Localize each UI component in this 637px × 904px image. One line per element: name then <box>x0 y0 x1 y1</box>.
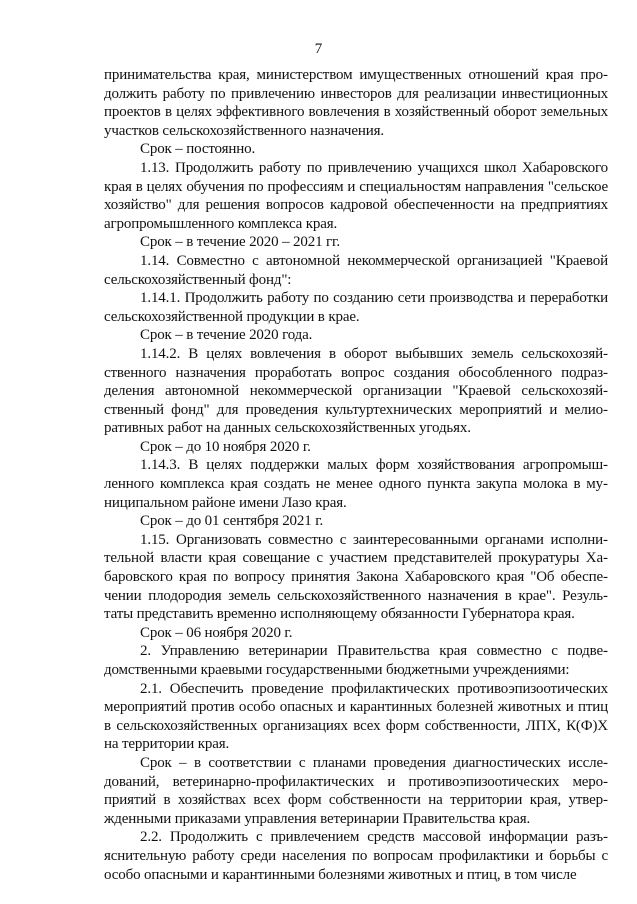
deadline-paragraph: Срок – в течение 2020 – 2021 гг. <box>140 234 340 251</box>
paragraph: 1.14.1. Продолжить работу по созданию сети производства и переработки сельскохозяйственной продукции в крае. <box>104 290 608 325</box>
paragraph: 1.13. Продолжить работу по привлечению учащихся школ Хабаровского края в целях обучения по профессиям и специальностям направления "сельское хозяйство" для решения вопросов кадровой обеспеченности на предприятиях агропромышленного комплекса края. <box>104 159 608 232</box>
deadline-paragraph: Срок – 06 ноября 2020 г. <box>140 624 293 641</box>
deadline-paragraph: Срок – до 10 ноября 2020 г. <box>140 438 311 455</box>
paragraph: 1.15. Организовать совместно с заинтересованными органами исполнительной власти края совещание с участием представителей прокуратуры Хабаровского края по вопросу принятия Закона Хабаровского края "Об обеспечении плодородия земель сельскохозяйственного назначения в крае". Результаты представить временно исполняющему обязанности Губернатора края. <box>104 531 608 623</box>
deadline-paragraph: Срок – в соответствии с планами проведения диагностических исследований, ветеринарно-профилактических и противоэпизоотических мероприятий в хозяйствах всех форм собственности на территории края, утвержденными приказами управления ветеринарии Правительства края. <box>104 754 608 827</box>
paragraph: 2. Управлению ветеринарии Правительства края совместно с подведомственными краевыми государственными бюджетными учреждениями: <box>104 643 608 678</box>
paragraph: 2.2. Продолжить с привлечением средств массовой информации разъяснительную работу среди населения по вопросам профилактики и борьбы с особо опасными и карантинными болезнями животных и птиц, в том числе <box>104 829 608 883</box>
page-number: 7 <box>314 41 323 57</box>
paragraph: 1.14. Совместно с автономной некоммерческой организацией "Краевой сельскохозяйственный фонд": <box>104 252 608 288</box>
deadline-paragraph: Срок – в течение 2020 года. <box>140 327 313 344</box>
deadline-paragraph: Срок – до 01 сентября 2021 г. <box>140 513 324 530</box>
paragraph: 1.14.2. В целях вовлечения в оборот выбывших земель сельскохозяйственного назначения проработать вопрос создания обособленного подразделения автономной некоммерческой организации "Краевой сельскохозяйственный фонд" для проведения культуртехнических мероприятий и мелиоративных работ на данных сельскохозяйственных угодьях. <box>104 345 608 437</box>
paragraph: принимательства края, министерством имущественных отношений края продолжить работу по привлечению инвесторов для реализации инвестиционных проектов в целях эффективного вовлечения в хозяйственный оборот земельных участков сельскохозяйственного назначения. <box>104 67 608 139</box>
deadline-paragraph: Срок – постоянно. <box>140 141 256 158</box>
document-body <box>104 66 608 884</box>
paragraph: 1.14.3. В целях поддержки малых форм хозяйствования агропромышленного комплекса края создать не менее одного пункта закупа молока в муниципальном районе имени Лазо края. <box>104 457 608 511</box>
paragraph: 2.1. Обеспечить проведение профилактических противоэпизоотических мероприятий против особо опасных и карантинных болезней животных и птиц в сельскохозяйственных организациях всех форм собственности, ЛПХ, К(Ф)Х на территории края. <box>104 680 608 753</box>
